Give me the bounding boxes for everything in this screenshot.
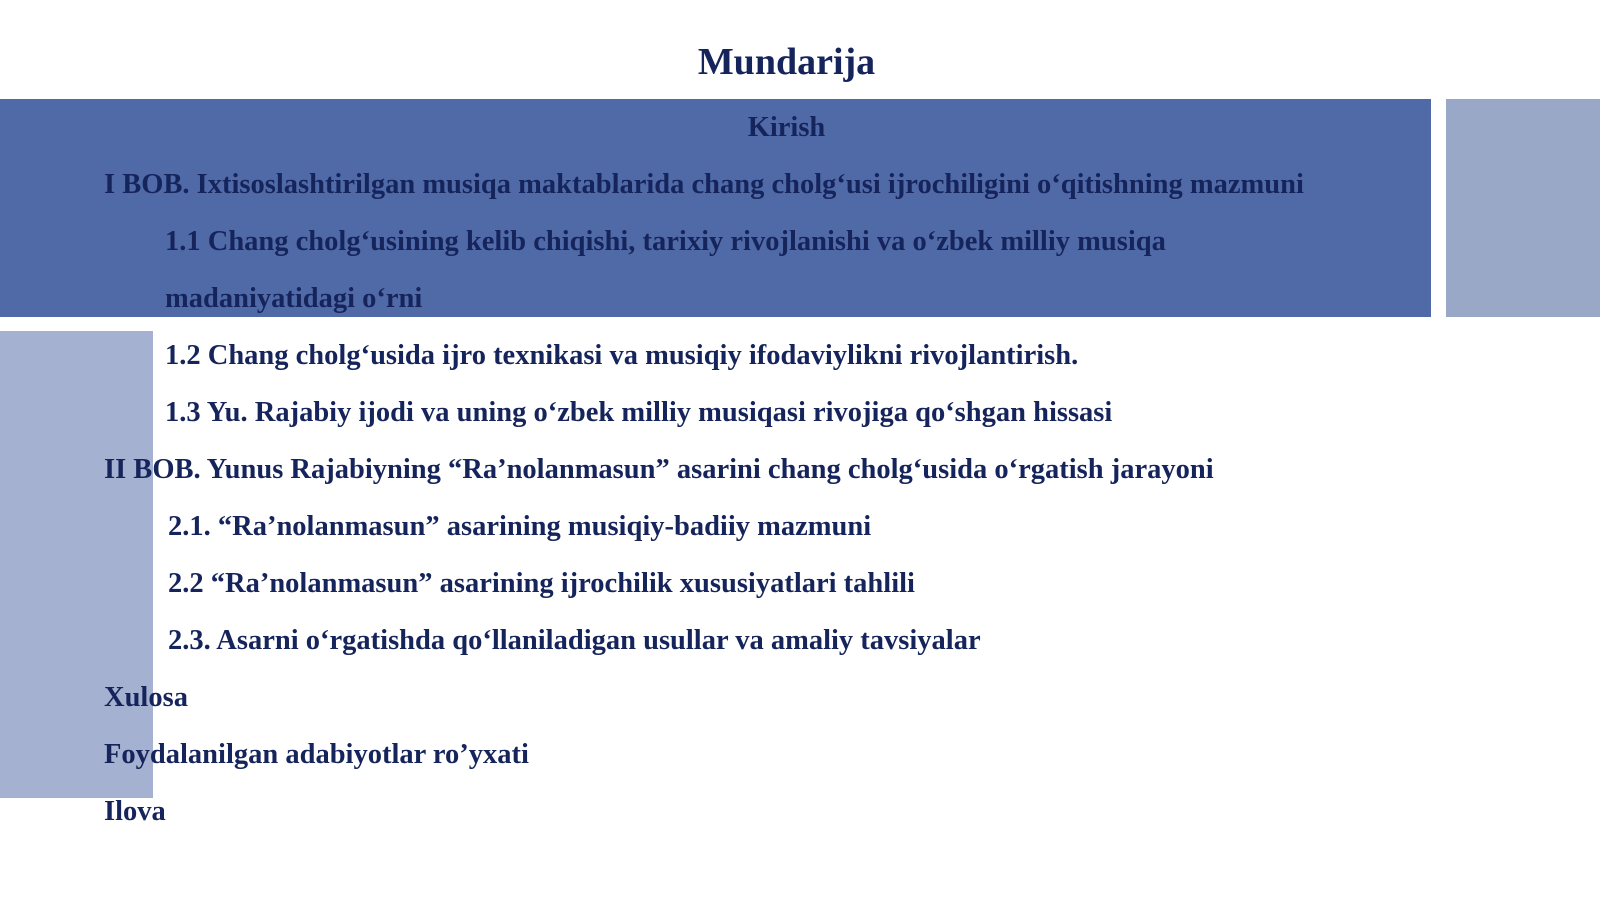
toc-item-section-2-3: 2.3. Asarni o‘rgatishda qo‘llaniladigan usullar va amaliy tavsiyalar <box>168 625 981 656</box>
toc-item-section-1-1-line-1: 1.1 Chang cholg‘usining kelib chiqishi, tarixiy rivojlanishi va o‘zbek milliy musiqa <box>165 226 1166 257</box>
toc-item-intro: Kirish <box>747 112 826 143</box>
toc-item-appendix: Ilova <box>104 796 166 827</box>
toc-item-section-2-2: 2.2 “Ra’nolanmasun” asarining ijrochilik xususiyatlari tahlili <box>168 568 915 599</box>
toc-item-chapter-2: II BOB. Yunus Rajabiyning “Ra’nolanmasun” asarini chang cholg‘usida o‘rgatish jarayoni <box>104 454 1214 485</box>
toc-item-section-1-1-line-2: madaniyatidagi o‘rni <box>165 283 423 314</box>
toc-item-chapter-1: I BOB. Ixtisoslashtirilgan musiqa maktablarida chang cholg‘usi ijrochiligini o‘qitishning mazmuni <box>104 169 1304 200</box>
page-title: Mundarija <box>697 41 876 83</box>
toc-item-conclusion: Xulosa <box>104 682 188 713</box>
toc-item-section-2-1: 2.1. “Ra’nolanmasun” asarining musiqiy-badiiy mazmuni <box>168 511 872 542</box>
toc-item-section-1-2: 1.2 Chang cholg‘usida ijro texnikasi va musiqiy ifodaviylikni rivojlantirish. <box>165 340 1079 371</box>
toc-item-references: Foydalanilgan adabiyotlar ro’yxati <box>104 739 529 770</box>
toc-item-section-1-3: 1.3 Yu. Rajabiy ijodi va uning o‘zbek milliy musiqasi rivojiga qo‘shgan hissasi <box>165 397 1113 428</box>
